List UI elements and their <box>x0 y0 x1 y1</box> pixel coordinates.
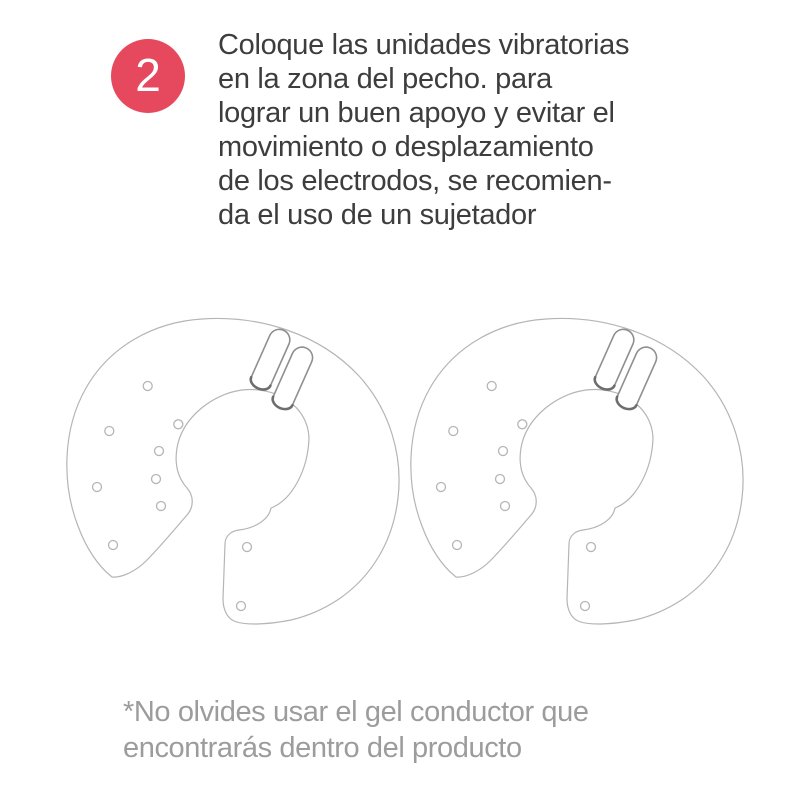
pads-illustration <box>0 310 800 656</box>
instruction-line: da el uso de un sujetador <box>218 199 537 231</box>
footnote <box>123 694 703 766</box>
instruction-line: Coloque las unidades vibratorias <box>218 29 630 61</box>
instruction-line: lograr un buen apoyo y evitar el <box>218 97 615 129</box>
step-number: 2 <box>135 49 161 101</box>
instruction-text <box>218 28 688 232</box>
right-pad-illustration <box>411 318 743 623</box>
footnote-line: *No olvides usar el gel conductor que <box>123 696 589 728</box>
instruction-line: de los electrodos, se recomien- <box>218 165 612 197</box>
step-badge <box>111 39 185 113</box>
instruction-line: en la zona del pecho. para <box>218 63 553 95</box>
footnote-line: encontrarás dentro del producto <box>123 732 522 764</box>
instruction-line: movimiento o desplazamiento <box>218 131 594 163</box>
left-pad-illustration <box>67 318 399 623</box>
